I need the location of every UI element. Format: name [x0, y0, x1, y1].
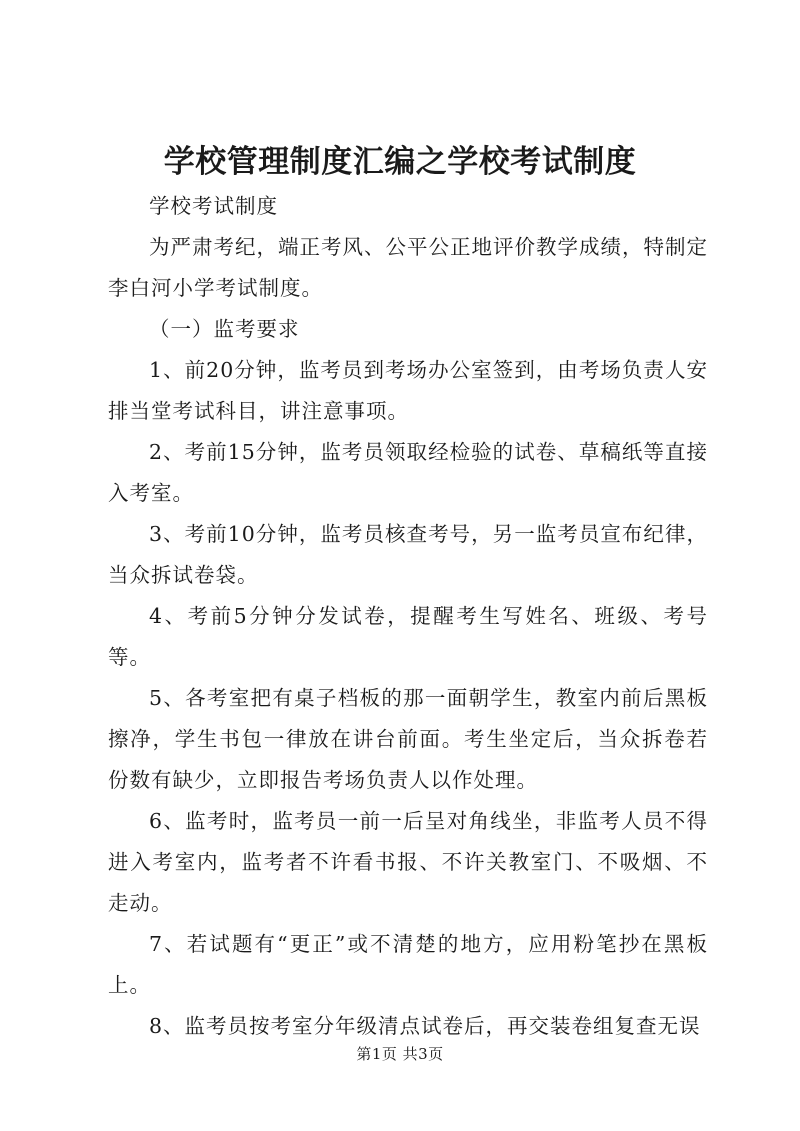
- paragraph-item-2: 2、考前15分钟，监考员领取经检验的试卷、草稿纸等直接入考室。: [108, 440, 708, 505]
- paragraph-item-8: 8、监考员按考室分年级清点试卷后，再交装卷组复查无误: [149, 1014, 701, 1038]
- paragraph-item-7: 7、若试题有“更正”或不清楚的地方，应用粉笔抄在黑板上。: [108, 932, 708, 997]
- document-title: 学校管理制度汇编之学校考试制度: [163, 144, 637, 180]
- paragraph-heading: 学校考试制度: [149, 194, 278, 218]
- paragraph-item-1: 1、前20分钟，监考员到考场办公室签到，由考场负责人安排当堂考试科目，讲注意事项。: [108, 358, 708, 423]
- paragraph-item-3: 3、考前10分钟，监考员核查考号，另一监考员宣布纪律，当众拆试卷袋。: [108, 522, 708, 587]
- page-number-footer: 第1页 共3页: [356, 1045, 444, 1063]
- paragraph-item-4: 4、考前5分钟分发试卷，提醒考生写姓名、班级、考号等。: [108, 604, 708, 669]
- paragraph-item-5: 5、各考室把有桌子档板的那一面朝学生，教室内前后黑板擦净，学生书包一律放在讲台前面。考生坐定后，当众拆卷若份数有缺少，立即报告考场负责人以作处理。: [108, 686, 708, 792]
- section-heading: （一）监考要求: [149, 317, 300, 341]
- document-body: [108, 186, 708, 1047]
- paragraph-item-6: 6、监考时，监考员一前一后呈对角线坐，非监考人员不得进入考室内，监考者不许看书报、不许关教室门、不吸烟、不走动。: [108, 809, 708, 915]
- paragraph-intro: 为严肃考纪，端正考风、公平公正地评价教学成绩，特制定李白河小学考试制度。: [108, 235, 708, 300]
